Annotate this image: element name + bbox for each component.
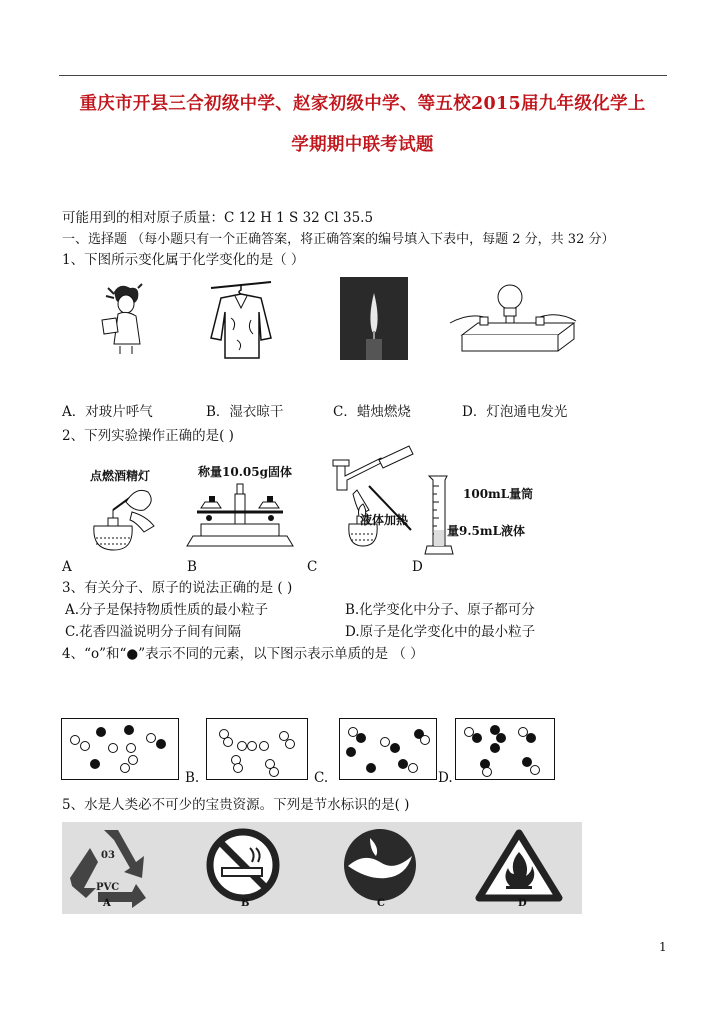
q2-label-d1: 100mL量筒	[463, 487, 534, 501]
q4-option-d[interactable]: D.	[438, 770, 453, 786]
q3-option-a[interactable]: A.分子是保持物质性质的最小粒子	[65, 602, 269, 618]
q2-stem: 2、下列实验操作正确的是( )	[62, 428, 234, 444]
wet-shirt-icon	[207, 278, 275, 360]
q2-label-a: 点燃酒精灯	[90, 469, 151, 483]
q1-option-c[interactable]: C．蜡烛燃烧	[333, 404, 411, 420]
q5-option-c[interactable]: C	[377, 898, 385, 909]
q2-option-d[interactable]: D	[412, 559, 423, 575]
q4-figure-d[interactable]	[455, 718, 555, 780]
q2-option-a[interactable]: A	[62, 559, 72, 575]
q5-option-b[interactable]: B	[241, 898, 250, 909]
water-saving-icon	[340, 826, 420, 904]
tube-heating-icon	[323, 450, 419, 554]
q2-option-c[interactable]: C	[307, 559, 318, 575]
q2-label-d2: 量9.5mL液体	[447, 524, 526, 538]
no-smoking-icon	[204, 826, 282, 904]
section-heading: 一、选择题 （每小题只有一个正确答案，将正确答案的编号填入下表中，每题 2 分，共 32 分）	[62, 232, 615, 247]
q5-option-a[interactable]: A	[103, 898, 111, 909]
q4-option-c[interactable]: C.	[314, 770, 329, 786]
q5-stem: 5、水是人类必不可少的宝贵资源。下列是节水标识的是( )	[62, 797, 410, 813]
atomic-mass-note: 可能用到的相对原子质量：C 12 H 1 S 32 Cl 35.5	[62, 210, 374, 226]
q2-option-b[interactable]: B	[187, 559, 197, 575]
q5-option-d[interactable]: D	[518, 898, 527, 909]
q1-option-b[interactable]: B．湿衣晾干	[206, 404, 284, 420]
girl-breathing-icon	[100, 282, 150, 354]
q4-figure-c[interactable]	[339, 718, 437, 780]
recycle-material: PVC	[96, 882, 120, 893]
header-rule	[59, 75, 667, 76]
q4-option-b[interactable]: B.	[185, 770, 200, 786]
flammable-warning-icon	[476, 830, 562, 902]
q2-label-c: 液体加热	[360, 513, 409, 527]
balance-scale-icon	[187, 478, 293, 554]
graduated-cylinder-icon	[425, 474, 455, 556]
q3-option-d[interactable]: D.原子是化学变化中的最小粒子	[345, 624, 536, 640]
lightbulb-circuit-icon	[448, 283, 578, 359]
q4-stem: 4、“o”和“●”表示不同的元素，以下图示表示单质的是 （ ）	[62, 646, 424, 662]
lamp-lighting-icon	[86, 482, 156, 554]
candle-burning-photo	[340, 277, 408, 360]
q4-figure-b[interactable]	[206, 718, 308, 780]
page-title-line1: 重庆市开县三合初级中学、赵家初级中学、等五校2015届九年级化学上	[79, 94, 646, 114]
q1-option-a[interactable]: A．对玻片呼气	[62, 404, 153, 420]
q3-stem: 3、有关分子、原子的说法正确的是 ( )	[62, 580, 293, 596]
q1-option-d[interactable]: D．灯泡通电发光	[462, 404, 568, 420]
q3-option-b[interactable]: B.化学变化中分子、原子都可分	[345, 602, 535, 618]
recycle-code: 03	[101, 850, 115, 861]
recycle-icon	[66, 822, 156, 914]
q2-label-b: 称量10.05g固体	[198, 465, 292, 479]
page-number: 1	[659, 940, 667, 954]
q4-figure-a[interactable]	[61, 718, 179, 780]
page-title-line2: 学期期中联考试题	[291, 135, 434, 155]
q3-option-c[interactable]: C.花香四溢说明分子间有间隔	[65, 624, 242, 640]
q1-stem: 1、下图所示变化属于化学变化的是（ ）	[62, 252, 305, 268]
